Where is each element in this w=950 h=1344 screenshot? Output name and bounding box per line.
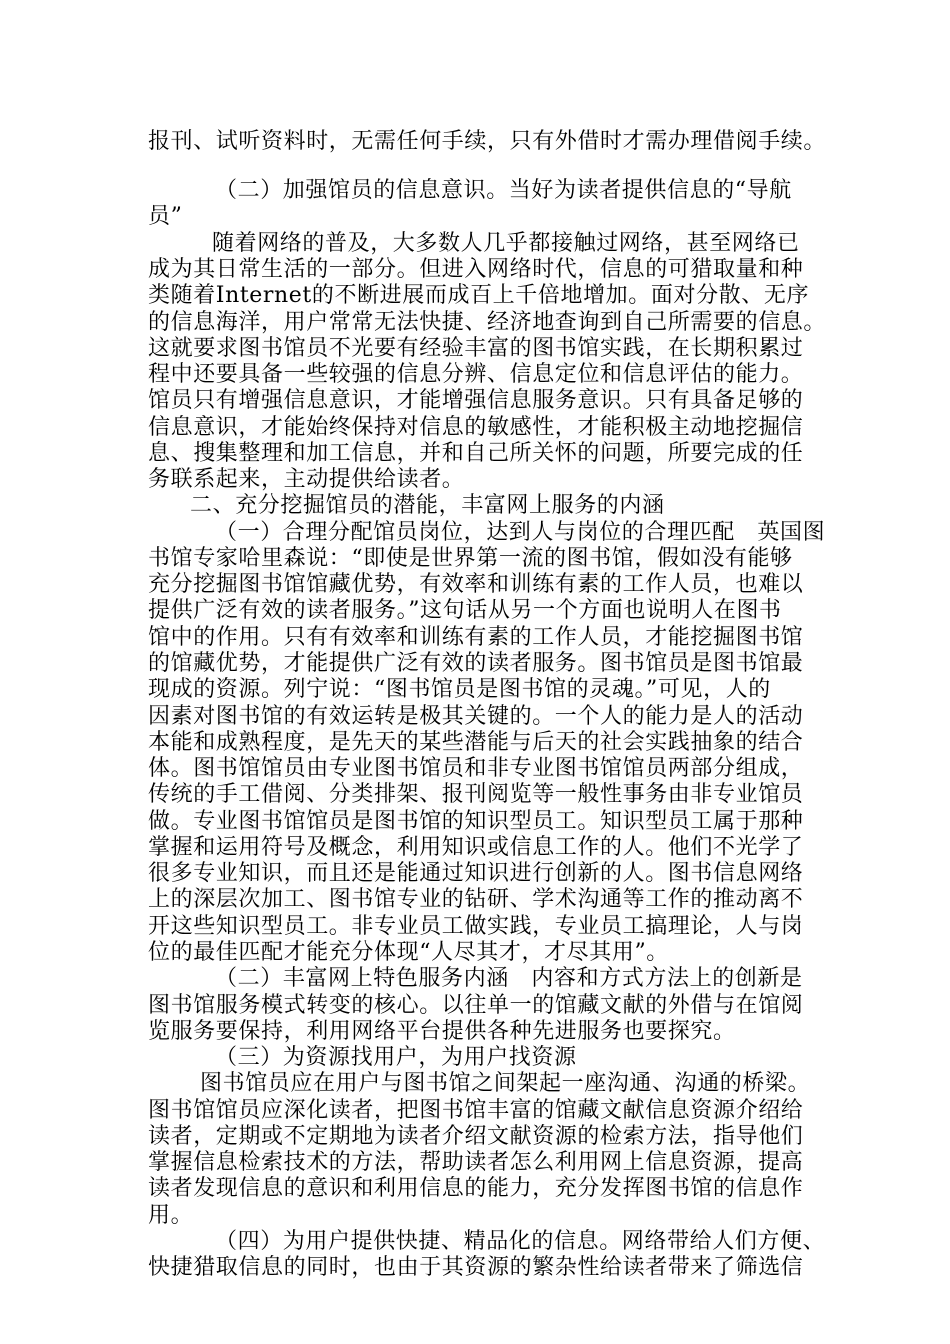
text-line: 现成的资源。列宁说：“图书馆员是图书馆的灵魂。”可见，人的 xyxy=(148,677,771,702)
text-line: （一）合理分配馆员岗位，达到人与岗位的合理匹配 英国图 xyxy=(215,520,826,545)
section-heading: 二、充分挖掘馆员的潜能，丰富网上服务的内涵 xyxy=(190,493,665,518)
text-line: 随着网络的普及，大多数人几乎都接触过网络，甚至网络已 xyxy=(212,231,800,256)
text-line: 成为其日常生活的一部分。但进入网络时代，信息的可猎取量和种 xyxy=(148,257,804,282)
text-line: 图书馆服务模式转变的核心。以往单一的馆藏文献的外借与在馆阅 xyxy=(148,993,804,1018)
text-line: 传统的手工借阅、分类排架、报刊阅览等一般性事务由非专业馆员 xyxy=(148,782,804,807)
text-line: 务联系起来，主动提供给读者。 xyxy=(148,467,465,492)
text-line: 的信息海洋，用户常常无法快捷、经济地查询到自己所需要的信息。 xyxy=(148,310,827,335)
text-line: 体。图书馆馆员由专业图书馆员和非专业图书馆馆员两部分组成， xyxy=(148,756,804,781)
text-line: 览服务要保持，利用网络平台提供各种先进服务也要探究。 xyxy=(148,1019,736,1044)
text-line: 的馆藏优势，才能提供广泛有效的读者服务。图书馆员是图书馆最 xyxy=(148,651,804,676)
text-line: 上的深层次加工、图书馆专业的钻研、学术沟通等工作的推动离不 xyxy=(148,887,804,912)
text-line: 因素对图书馆的有效运转是极其关键的。一个人的能力是人的活动 xyxy=(148,704,804,729)
text-line: 类随着Internet的不断进展而成百上千倍地增加。面对分散、无序 xyxy=(148,283,810,308)
text-line: 掌握和运用符号及概念，利用知识或信息工作的人。他们不光学了 xyxy=(148,835,804,860)
text-line: 快捷猎取信息的同时，也由于其资源的繁杂性给读者带来了筛选信 xyxy=(148,1255,804,1280)
text-line: 信息意识，才能始终保持对信息的敏感性，才能积极主动地挖掘信 xyxy=(148,415,804,440)
text-line: 图书馆馆员应深化读者，把图书馆丰富的馆藏文献信息资源介绍给 xyxy=(148,1098,804,1123)
text-line: 本能和成熟程度，是先天的某些潜能与后天的社会实践抽象的结合 xyxy=(148,730,804,755)
text-line: 书馆专家哈里森说：“即使是世界第一流的图书馆，假如没有能够 xyxy=(148,546,793,571)
text-line: 程中还要具备一些较强的信息分辨、信息定位和信息评估的能力。 xyxy=(148,362,804,387)
section-heading: 员” xyxy=(148,204,183,229)
text-line: 用。 xyxy=(148,1203,194,1228)
text-line: 息、搜集整理和加工信息，并和自己所关怀的问题，所要完成的任 xyxy=(148,441,804,466)
text-line: 很多专业知识，而且还是能通过知识进行创新的人。图书信息网络 xyxy=(148,861,804,886)
text-line: （二）丰富网上特色服务内涵 内容和方式方法上的创新是 xyxy=(215,966,803,991)
text-line: 读者发现信息的意识和利用信息的能力，充分发挥图书馆的信息作 xyxy=(148,1176,804,1201)
text-line: 这就要求图书馆员不光要有经验丰富的图书馆实践，在长期积累过 xyxy=(148,336,804,361)
section-heading: （二）加强馆员的信息意识。当好为读者提供信息的“导航 xyxy=(215,178,792,203)
text-line: 开这些知识型员工。非专业员工做实践，专业员工搞理论，人与岗 xyxy=(148,914,804,939)
text-line: 位的最佳匹配才能充分体现“人尽其才，才尽其用”。 xyxy=(148,940,669,965)
text-line: 充分挖掘图书馆馆藏优势，有效率和训练有素的工作人员，也难以 xyxy=(148,572,804,597)
text-line: 掌握信息检索技术的方法，帮助读者怎么利用网上信息资源，提高 xyxy=(148,1150,804,1175)
text-line: 做。专业图书馆馆员是图书馆的知识型员工。知识型员工属于那种 xyxy=(148,809,804,834)
text-line: 馆中的作用。只有有效率和训练有素的工作人员，才能挖掘图书馆 xyxy=(148,625,804,650)
text-line: （四）为用户提供快捷、精品化的信息。网络带给人们方便、 xyxy=(215,1229,826,1254)
text-line: 读者，定期或不定期地为读者介绍文献资源的检索方法，指导他们 xyxy=(148,1124,804,1149)
text-line: 报刊、试听资料时，无需任何手续，只有外借时才需办理借阅手续。 xyxy=(148,129,827,154)
text-line: 图书馆员应在用户与图书馆之间架起一座沟通、沟通的桥梁。 xyxy=(200,1071,811,1096)
text-line: 提供广泛有效的读者服务。”这句话从另一个方面也说明人在图书 xyxy=(148,598,782,623)
text-line: 馆员只有增强信息意识，才能增强信息服务意识。只有具备足够的 xyxy=(148,388,804,413)
section-heading: （三）为资源找用户，为用户找资源 xyxy=(215,1045,577,1070)
